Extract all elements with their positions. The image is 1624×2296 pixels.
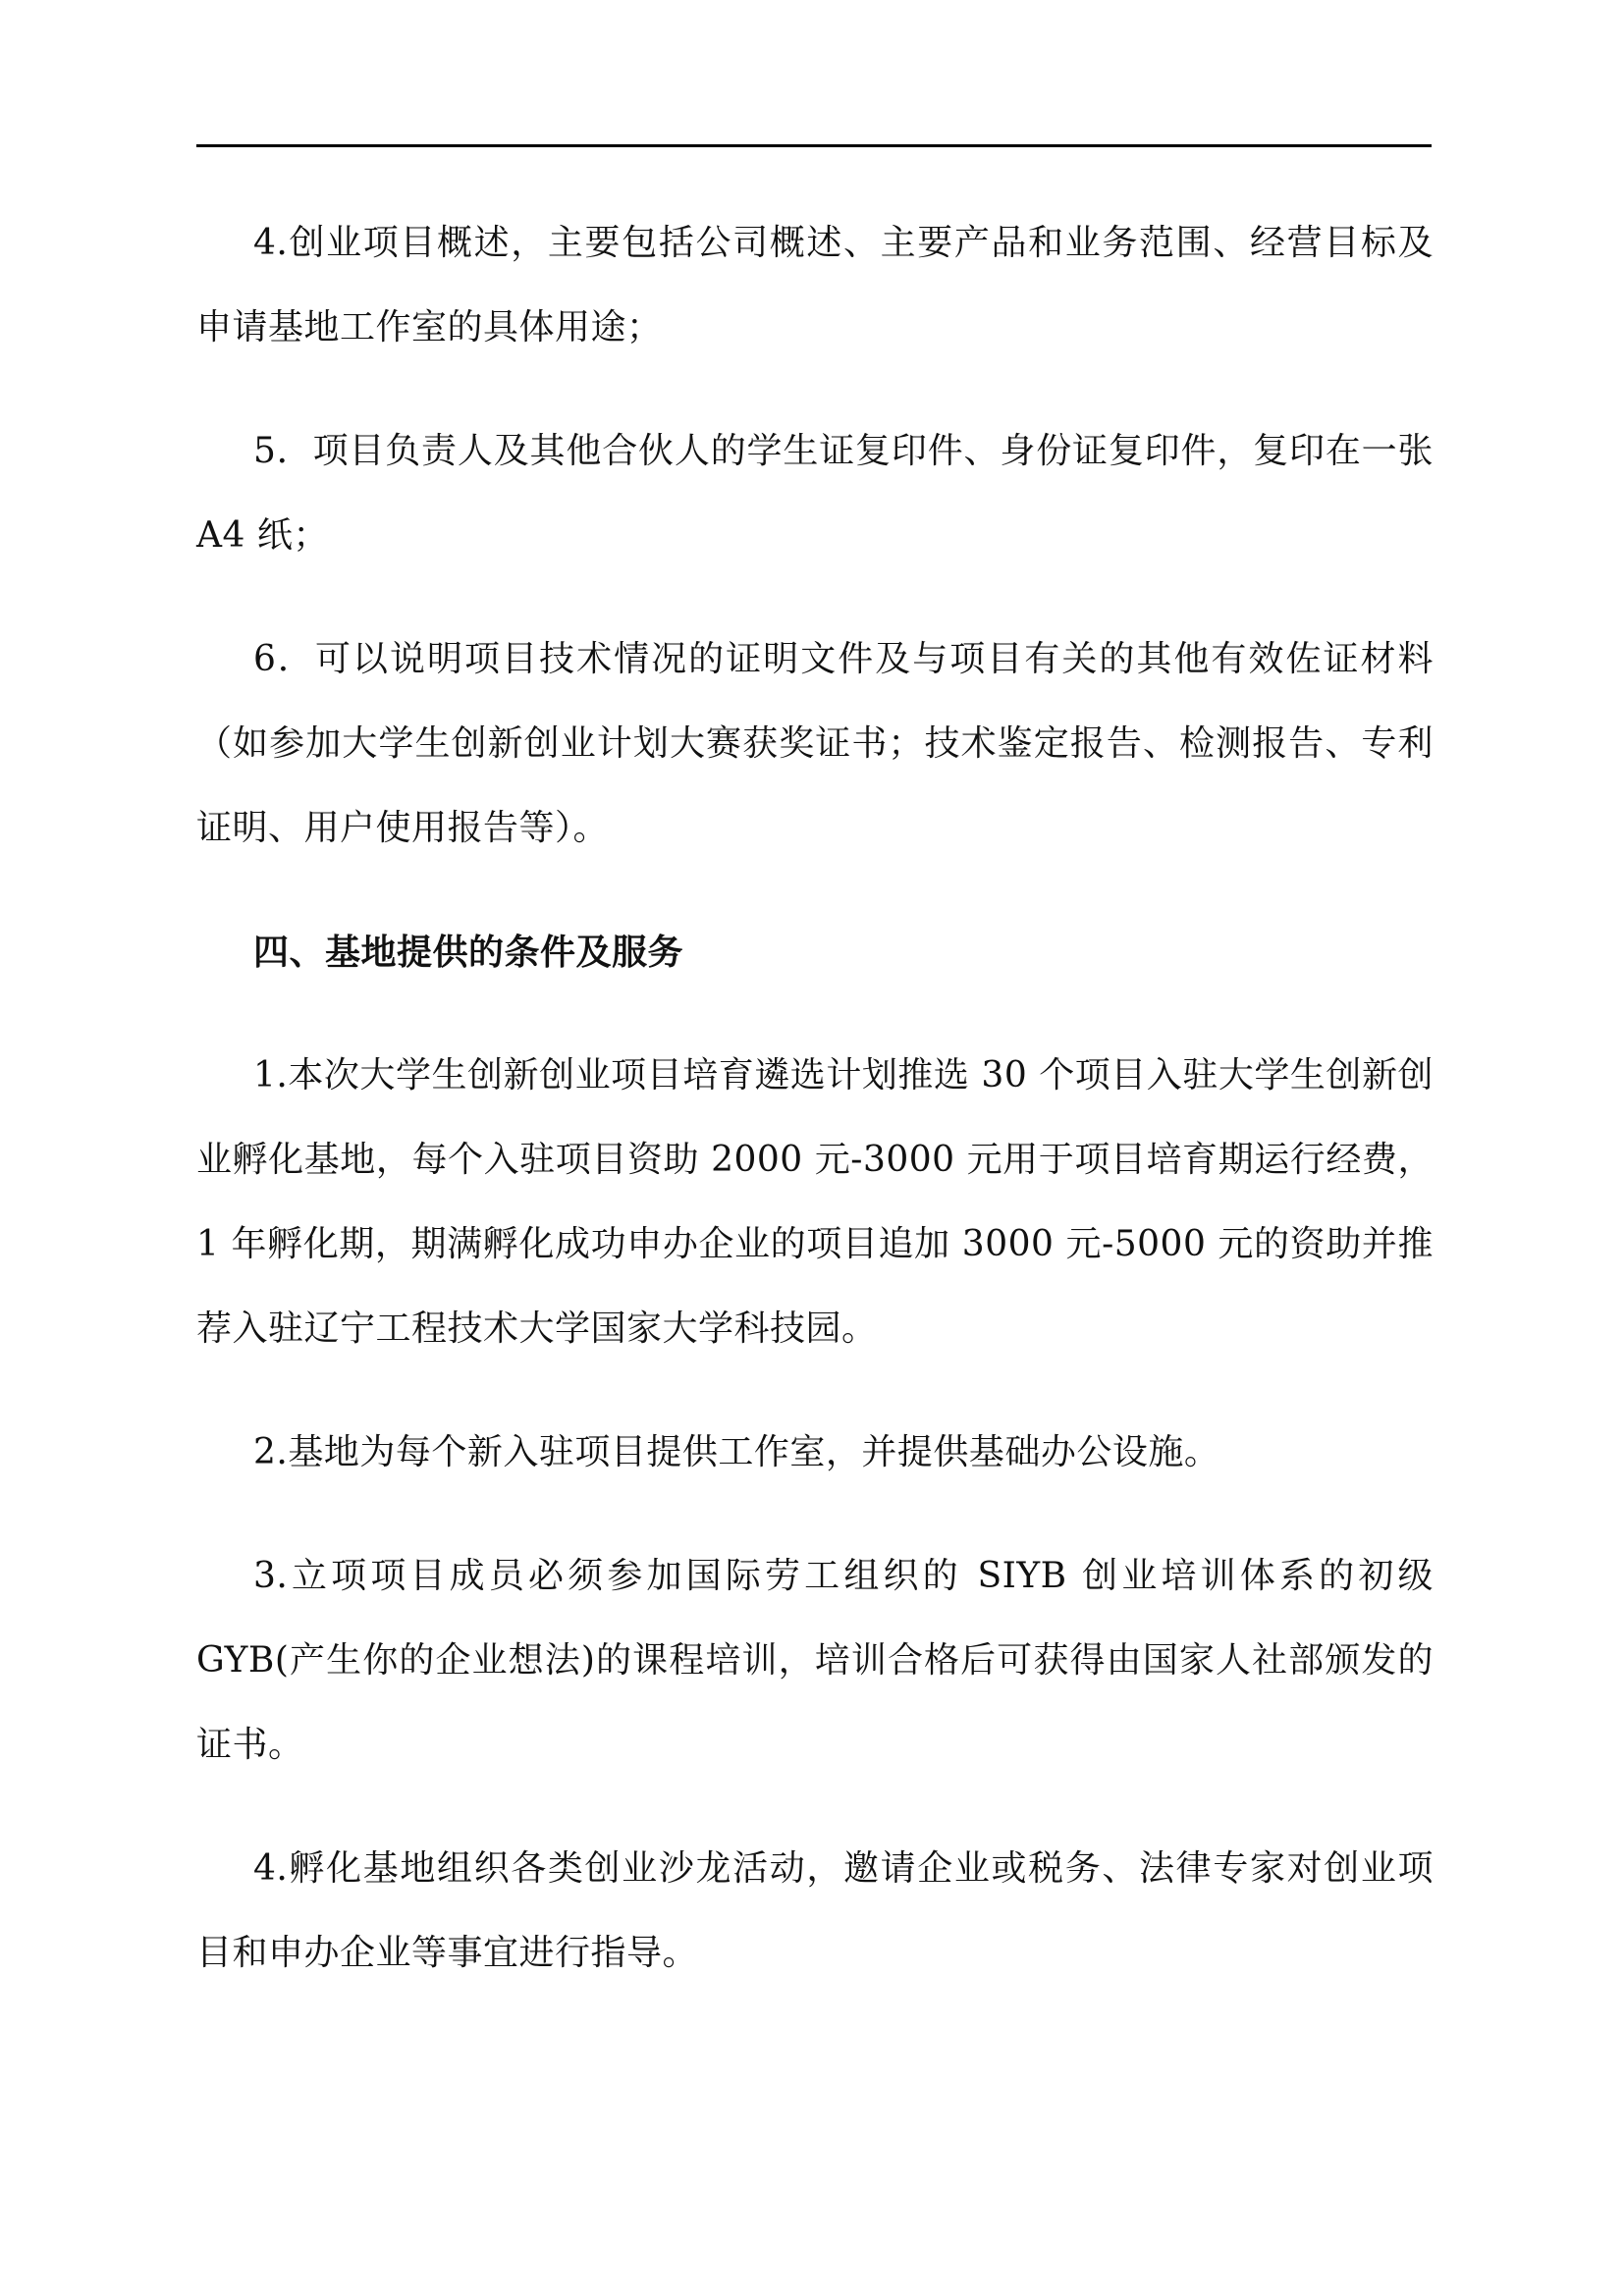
paragraph-item-6: 6．可以说明项目技术情况的证明文件及与项目有关的其他有效佐证材料（如参加大学生创新创业计划大赛获奖证书；技术鉴定报告、检测报告、专利证明、用户使用报告等）。 xyxy=(196,639,1434,848)
header-rule xyxy=(196,144,1432,147)
section-heading: 四、基地提供的条件及服务 xyxy=(253,932,684,973)
paragraph-item-5: 5．项目负责人及其他合伙人的学生证复印件、身份证复印件，复印在一张 A4 纸； xyxy=(196,431,1434,556)
paragraph-service-1: 1.本次大学生创新创业项目培育遴选计划推选 30 个项目入驻大学生创新创业孵化基地，每个入驻项目资助 2000 元-3000 元用于项目培育期运行经费，1 年孵化期，期满孵化成功申办企业的项目追加 3000 元-5000 元的资助并推荐入驻辽宁工程技术大学国家大学科技园。 xyxy=(196,1055,1434,1349)
paragraph-item-4: 4.创业项目概述，主要包括公司概述、主要产品和业务范围、经营目标及申请基地工作室的具体用途； xyxy=(196,223,1434,347)
document-body xyxy=(196,201,1434,2035)
paragraph-service-2: 2.基地为每个新入驻项目提供工作室，并提供基础办公设施。 xyxy=(253,1432,1220,1472)
paragraph-service-4: 4.孵化基地组织各类创业沙龙活动，邀请企业或税务、法律专家对创业项目和申办企业等事宜进行指导。 xyxy=(196,1848,1434,1973)
paragraph-service-3: 3.立项项目成员必须参加国际劳工组织的 SIYB 创业培训体系的初级GYB(产生你的企业想法)的课程培训，培训合格后可获得由国家人社部颁发的证书。 xyxy=(196,1556,1434,1765)
